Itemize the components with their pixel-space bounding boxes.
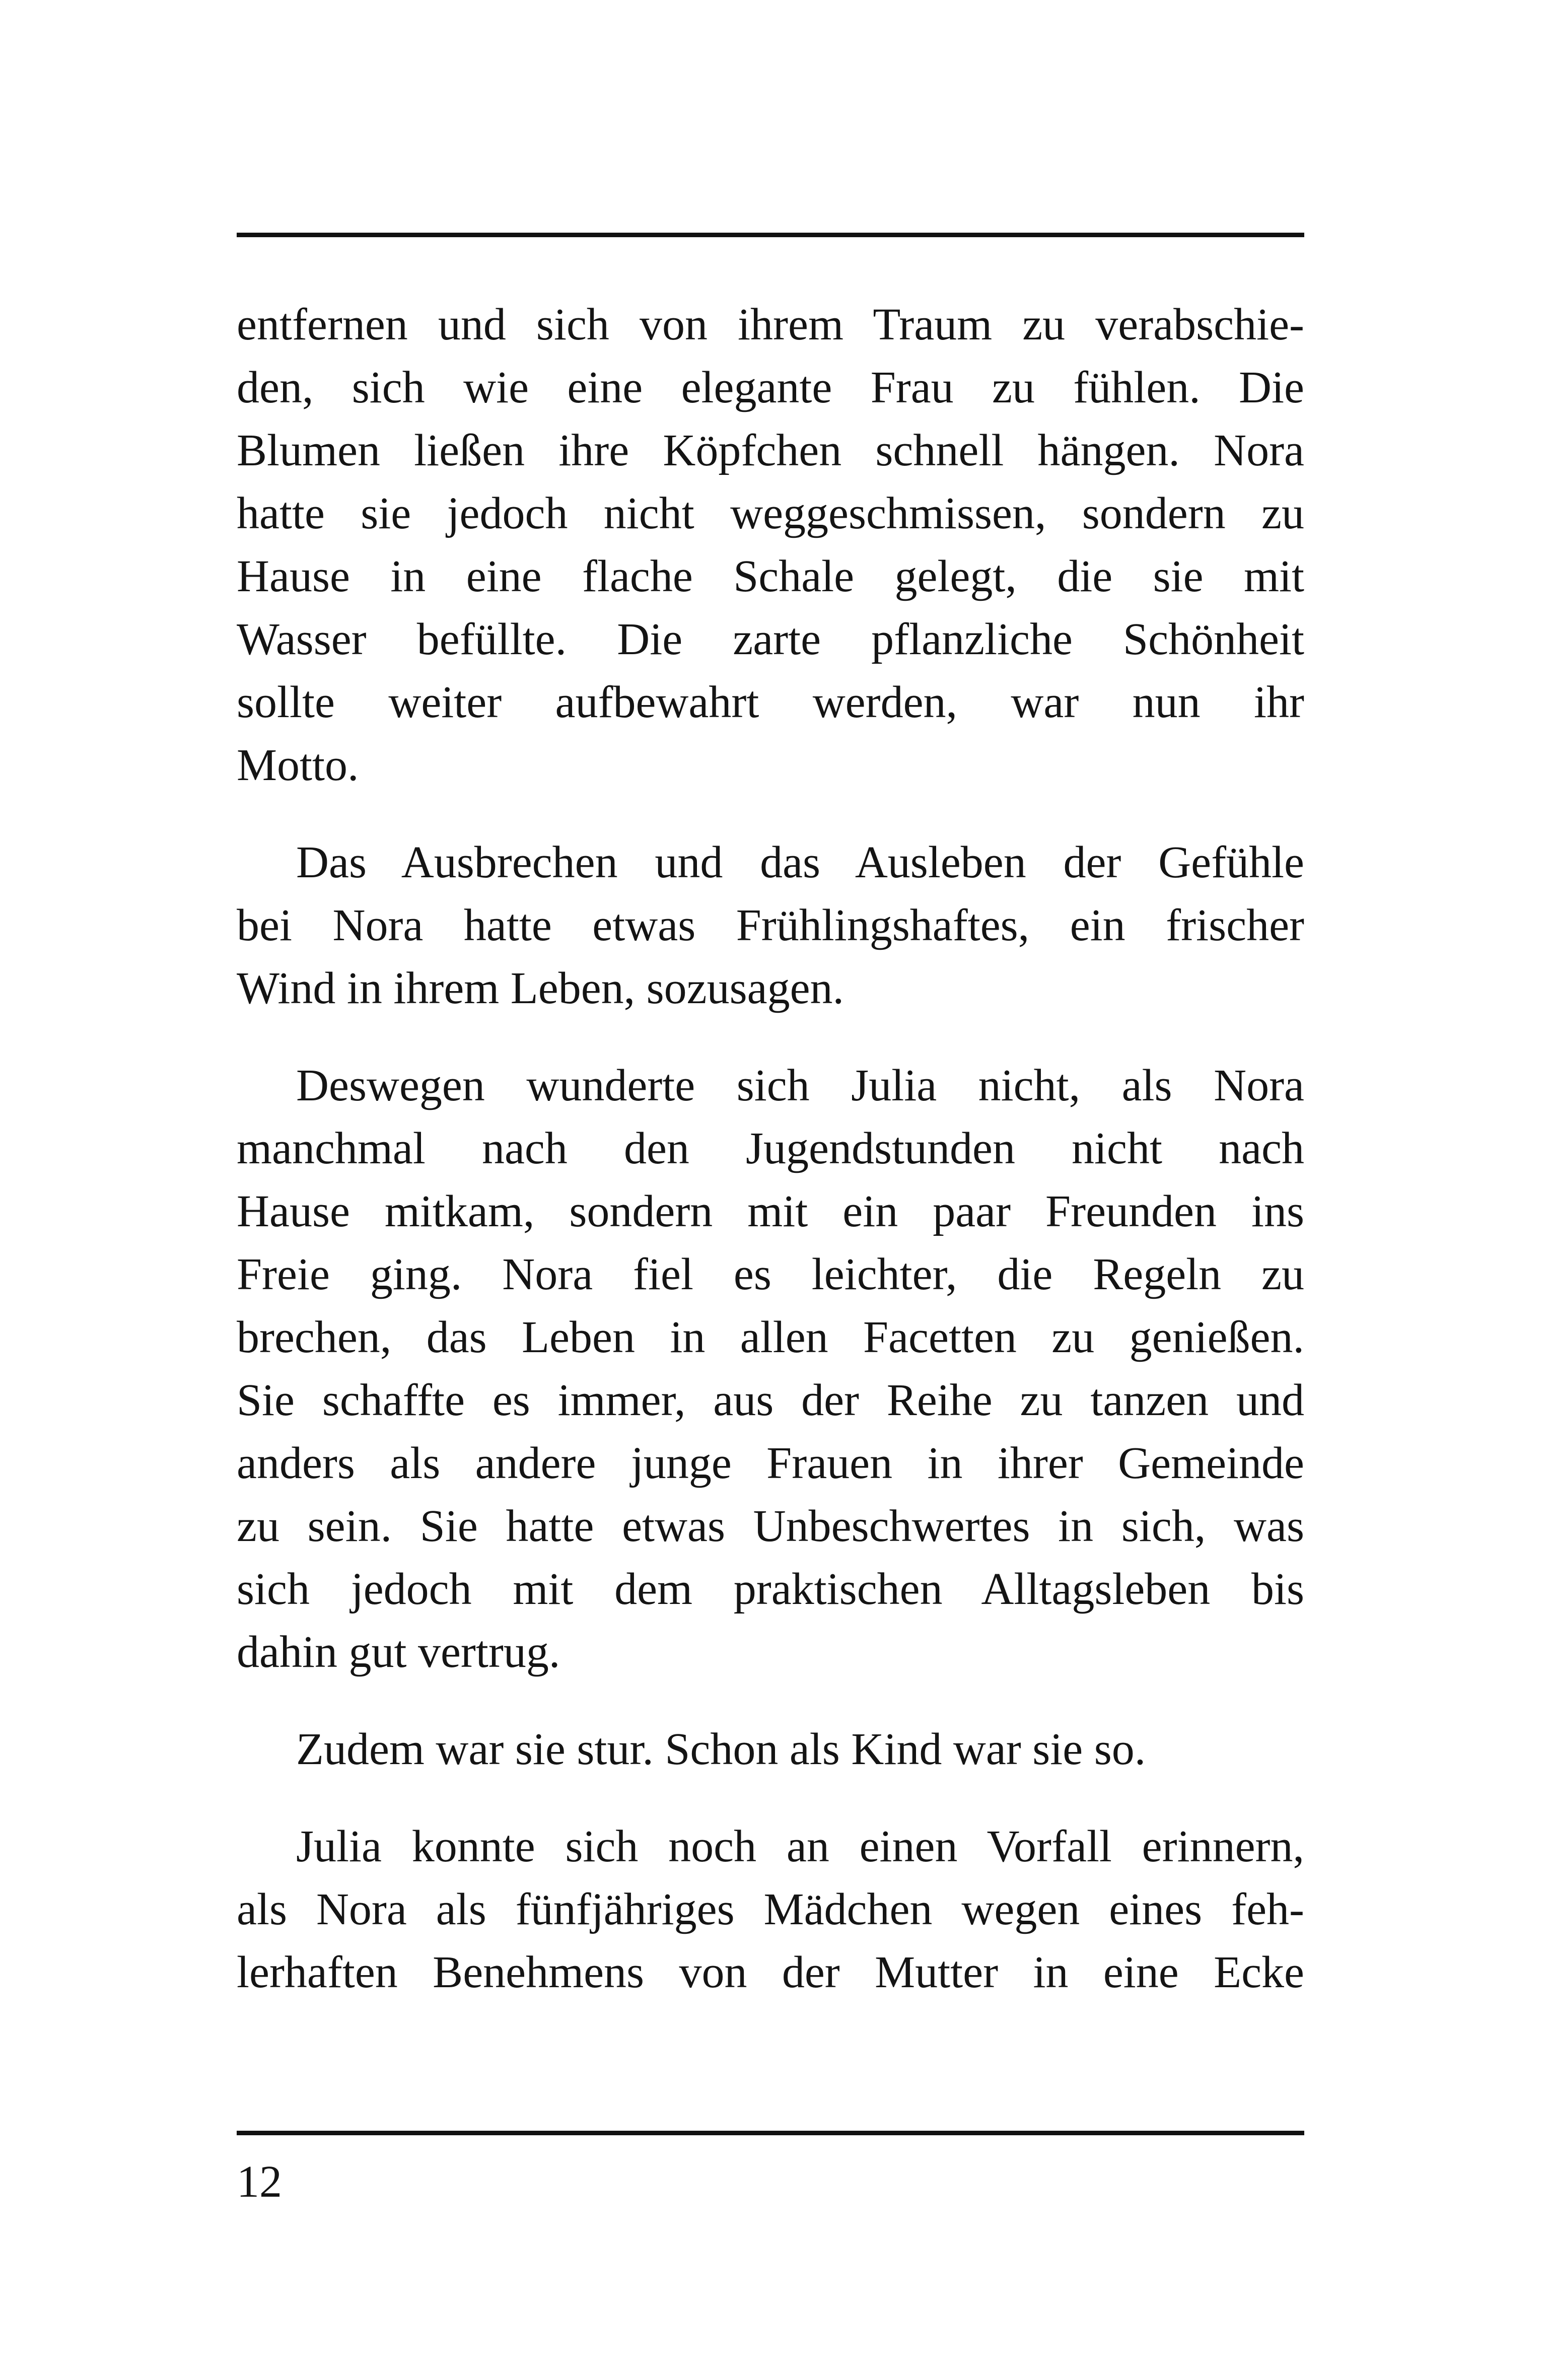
paragraph <box>237 1718 1304 1781</box>
text-line: sich jedoch mit dem praktischen Alltagsleben bis <box>237 1564 1304 1614</box>
header-rule <box>237 233 1304 237</box>
text-line: Sie schaffte es immer, aus der Reihe zu tanzen und <box>237 1375 1304 1425</box>
text-line: Blumen ließen ihre Köpfchen schnell hängen. Nora <box>237 426 1304 475</box>
paragraph <box>237 1054 1304 1684</box>
text-line: hatte sie jedoch nicht weggeschmissen, sondern zu <box>237 488 1304 538</box>
text-line: dahin gut vertrug. <box>237 1627 560 1677</box>
text-line: Hause mitkam, sondern mit ein paar Freunden ins <box>237 1186 1304 1236</box>
text-line: zu sein. Sie hatte etwas Unbeschwertes in sich, was <box>237 1501 1304 1551</box>
page-number: 12 <box>237 2157 282 2207</box>
text-line: sollte weiter aufbewahrt werden, war nun ihr <box>237 677 1304 727</box>
text-line: entfernen und sich von ihrem Traum zu verabschie- <box>237 300 1304 349</box>
paragraph-gap <box>237 1020 1304 1054</box>
paragraph <box>237 831 1304 1020</box>
text-line: manchmal nach den Jugendstunden nicht nach <box>237 1124 1304 1173</box>
text-line: Deswegen wunderte sich Julia nicht, als Nora <box>296 1061 1304 1110</box>
text-line: Hause in eine flache Schale gelegt, die sie mit <box>237 551 1304 601</box>
paragraph-gap <box>237 1781 1304 1815</box>
text-line: anders als andere junge Frauen in ihrer Gemeinde <box>237 1438 1304 1488</box>
text-line: Wind in ihrem Leben, sozusagen. <box>237 963 844 1013</box>
paragraph <box>237 293 1304 797</box>
body-text <box>237 293 1304 2004</box>
text-line: bei Nora hatte etwas Frühlingshaftes, ein frischer <box>237 900 1304 950</box>
text-line: brechen, das Leben in allen Facetten zu genießen. <box>237 1312 1304 1362</box>
text-line: Das Ausbrechen und das Ausleben der Gefühle <box>296 837 1304 887</box>
text-line: als Nora als fünfjähriges Mädchen wegen eines feh- <box>237 1884 1304 1934</box>
text-line: lerhaften Benehmens von der Mutter in eine Ecke <box>237 1947 1304 1997</box>
text-line: den, sich wie eine elegante Frau zu fühlen. Die <box>237 363 1304 412</box>
text-line: Motto. <box>237 740 359 790</box>
paragraph <box>237 1815 1304 2004</box>
footer-rule <box>237 2131 1304 2135</box>
text-line: Zudem war sie stur. Schon als Kind war sie so. <box>296 1724 1146 1774</box>
text-line: Freie ging. Nora fiel es leichter, die Regeln zu <box>237 1249 1304 1299</box>
text-line: Julia konnte sich noch an einen Vorfall erinnern, <box>296 1822 1304 1871</box>
paragraph-gap <box>237 1684 1304 1718</box>
text-line: Wasser befüllte. Die zarte pflanzliche Schönheit <box>237 614 1304 664</box>
paragraph-gap <box>237 797 1304 831</box>
